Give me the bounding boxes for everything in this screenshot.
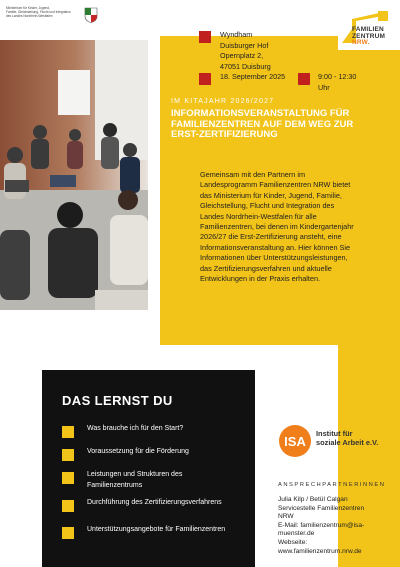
list-item [62,424,242,444]
contact-email[interactable]: muenster.de [278,530,315,538]
learn-title: DAS LERNST DU [62,393,173,408]
ministry-line: Familie, Gleichstellung, Flucht und Integration [6,10,71,14]
address-line: 47051 Duisburg [220,61,271,71]
list-item-label: Durchführung des Zertifizierungsverfahrens [87,499,222,506]
kicker: IM KITAJAHR 2026/2027 [171,98,275,105]
familienzentrum-logo-text [352,27,385,47]
workshop-photo [0,40,148,310]
list-item-label: Unterstützungsangebote für Familienzentren [87,526,226,533]
ministry-line: des Landes Nordrhein-Westfalen [6,14,53,18]
list-item-label: Was brauche ich für den Start? [87,425,184,432]
location-marker [199,31,211,43]
list-item [62,525,242,549]
list-item [62,498,242,522]
intro-paragraph: Gemeinsam mit den Partnern im Landesprogramm Familienzentren NRW bietet das Ministerium für Kinder, Jugend, Familie, Gleichstellung, Flucht und Integration des Landes Nordrhein-Westfalen für alle Familienzentren, bei denen im Kindergartenjahr 2026/27 die Erst-Zertifizierung ansteht, eine Informationsveranstaltung an. Hier können Sie Informationen über Unterstützungsleistungen, das Zertifizierungsverfahren und aktuelle Entwicklungen in der Praxis erhalten. [200,170,354,284]
address-line: Duisburger Hof [220,40,269,50]
bullet-square [62,426,74,438]
contact-line: Julia Kilp / Betül Calgan [278,496,348,503]
contact-email[interactable]: E-Mail: familienzentrum@isa- [278,521,365,529]
contact-line: Webseite: [278,538,308,546]
bullet-square [62,449,74,461]
bullet-square [62,527,74,539]
venue-address [220,30,271,72]
nrw-coat-of-arms-icon [84,7,98,23]
contact-block [278,496,388,556]
ministry-line: Ministerium für Kinder, Jugend, [6,6,50,10]
contact-line: Servicestelle Familienzentren [278,504,365,512]
ministry-text [6,6,96,18]
bullet-square [62,500,74,512]
date-marker [199,73,211,85]
isa-logo [278,424,312,458]
bullet-square [62,472,74,484]
logo-line: NRW. [352,39,370,47]
page-title: INFORMATIONSVERANSTALTUNG FÜR FAMILIENZENTREN AUF DEM WEG ZUR ERST-ZERTIFIZIERUNG [171,108,354,140]
logo-line: FAMILIEN [352,26,384,33]
isa-name-line: soziale Arbeit e.V. [316,438,379,447]
logo-line: ZENTRUM [352,32,386,40]
list-item-label: Voraussetzung für die Förderung [87,448,189,455]
list-item-label: Leistungen und Strukturen des Familienzentrums [87,471,183,489]
address-line: Opernplatz 2, [220,51,264,60]
isa-logo-text: ISA [284,434,306,449]
list-item [62,447,242,467]
contact-line: NRW [278,513,294,521]
event-date: 18. September 2025 [220,72,286,81]
isa-name [316,429,378,447]
isa-name-line: Institut für [316,429,353,438]
event-time: 9:00 - 12:30 Uhr [318,72,357,92]
time-marker [298,73,310,85]
contact-heading: ANSPRECHPARTNERINNEN [278,482,386,488]
address-line: Wyndham [220,30,253,39]
list-item [62,470,242,494]
website-link[interactable]: www.familienzentrum.nrw.de [278,547,362,555]
